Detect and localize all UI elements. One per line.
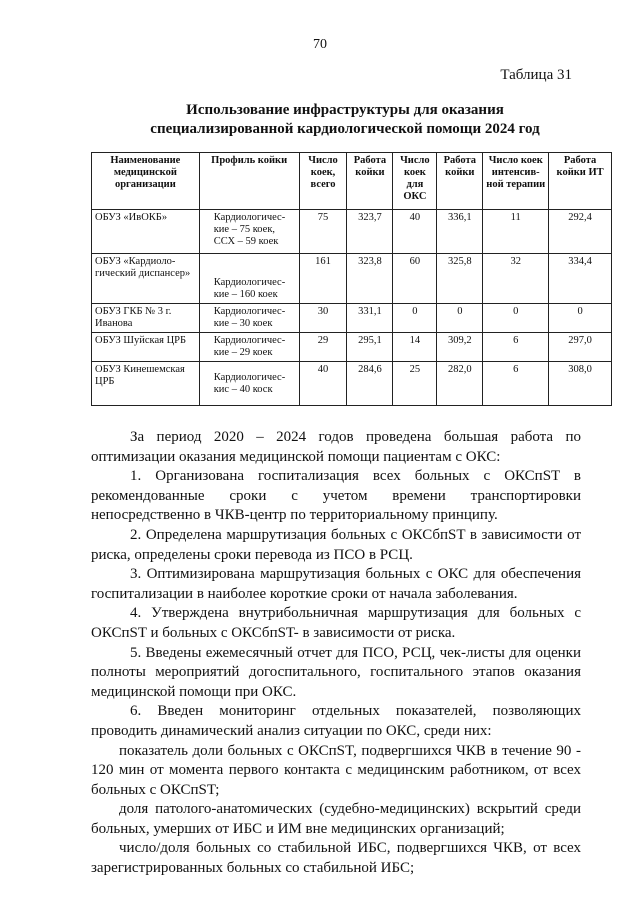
cell-icu-work: 292,4 — [549, 210, 612, 254]
cell-profile: Кардиологичес-кие – 29 коек — [199, 333, 299, 362]
cell-beds: 161 — [299, 254, 347, 304]
cell-icu-beds: 11 — [483, 210, 549, 254]
header-acs-work: Работа койки — [437, 153, 483, 210]
page-number: 70 — [313, 37, 327, 52]
paragraph-item-1: 1. Организована госпитализация всех больных с ОКСпST в рекомендованные сроки с учетом времени транспортировки непосредственно в ЧКВ-центр по территориальному принципу. — [91, 468, 581, 524]
paragraph-indicator-1: показатель доли больных с ОКСпST, подвергшихся ЧКВ в течение 90 - 120 мин от момента первого контакта с медицинским работником, от всех больных с ОКСпST; — [91, 742, 581, 798]
cell-acs-beds: 0 — [393, 304, 437, 333]
paragraph-item-6: 6. Введен мониторинг отдельных показателей, позволяющих проводить динамический анализ ситуации по ОКС, среди них: — [91, 703, 581, 739]
cell-icu-beds: 6 — [483, 362, 549, 406]
cell-icu-beds: 32 — [483, 254, 549, 304]
cell-beds: 40 — [299, 362, 347, 406]
paragraph-intro: За период 2020 – 2024 годов проведена большая работа по оптимизации оказания медицинской помощи пациентам с ОКС: — [91, 429, 581, 465]
table-row — [92, 210, 612, 254]
table-row — [92, 254, 612, 304]
paragraph-item-4: 4. Утверждена внутрибольничная маршрутизация для больных с ОКСпST и больных с ОКСбпST- в зависимости от риска. — [91, 605, 581, 641]
cell-beds: 75 — [299, 210, 347, 254]
cell-work: 331,1 — [347, 304, 393, 333]
header-beds-total: Число коек, всего — [299, 153, 347, 210]
cell-acs-beds: 40 — [393, 210, 437, 254]
cell-icu-work: 297,0 — [549, 333, 612, 362]
table-row — [92, 304, 612, 333]
infrastructure-table — [91, 152, 612, 406]
header-icu-work: Работа койки ИТ — [549, 153, 612, 210]
paragraph-indicator-2: доля патолого-анатомических (судебно-медицинских) вскрытий среди больных, умерших от ИБС и ИМ вне медицинских организаций; — [91, 801, 581, 837]
cell-icu-beds: 6 — [483, 333, 549, 362]
header-acs-beds: Число коек для ОКС — [393, 153, 437, 210]
cell-work: 323,8 — [347, 254, 393, 304]
header-icu-beds: Число коек интенсив-ной терапии — [483, 153, 549, 210]
cell-work: 295,1 — [347, 333, 393, 362]
cell-beds: 29 — [299, 333, 347, 362]
cell-acs-work: 336,1 — [437, 210, 483, 254]
title-line-1: Использование инфраструктуры для оказания — [186, 102, 504, 118]
table-label: Таблица 31 — [500, 67, 572, 83]
title-line-2: специализированной кардиологической помощи 2024 год — [150, 121, 540, 137]
cell-acs-work: 309,2 — [437, 333, 483, 362]
cell-beds: 30 — [299, 304, 347, 333]
cell-profile: Кардиологичес-кие – 75 коек, ССХ – 59 коек — [199, 210, 299, 254]
cell-org: ОБУЗ ГКБ № 3 г. Иванова — [92, 304, 200, 333]
paragraph-indicator-3: число/доля больных со стабильной ИБС, подвергшихся ЧКВ, от всех зарегистрированных больных со стабильной ИБС; — [91, 840, 581, 877]
cell-icu-beds: 0 — [483, 304, 549, 333]
cell-profile: Кардиологичес-кис – 40 коск — [199, 362, 299, 406]
cell-profile: Кардиологичес-кие – 30 коек — [199, 304, 299, 333]
paragraph-item-5: 5. Введены ежемесячный отчет для ПСО, РСЦ, чек-листы для оценки полноты мероприятий догоспитального, госпитального этапов оказания медицинской помощи при ОКС. — [91, 644, 581, 700]
cell-profile: Кардиологичес-кие – 160 коек — [199, 254, 299, 304]
cell-acs-work: 0 — [437, 304, 483, 333]
table-header-row — [92, 153, 612, 210]
cell-acs-beds: 14 — [393, 333, 437, 362]
cell-acs-work: 325,8 — [437, 254, 483, 304]
paragraph-item-3: 3. Оптимизирована маршрутизация больных с ОКС для обеспечения госпитализации в наиболее короткие сроки от начала заболевания. — [91, 566, 581, 602]
cell-icu-work: 334,4 — [549, 254, 612, 304]
cell-work: 323,7 — [347, 210, 393, 254]
table-row — [92, 333, 612, 362]
cell-acs-work: 282,0 — [437, 362, 483, 406]
table-title — [0, 101, 640, 139]
cell-acs-beds: 60 — [393, 254, 437, 304]
paragraph-item-2: 2. Определена маршрутизация больных с ОКСбпST в зависимости от риска, определены сроки перевода из ПСО в РСЦ. — [91, 526, 581, 563]
body-text — [91, 428, 581, 879]
header-profile: Профиль койки — [199, 153, 299, 210]
cell-work: 284,6 — [347, 362, 393, 406]
cell-org: ОБУЗ Шуйская ЦРБ — [92, 333, 200, 362]
table-row — [92, 362, 612, 406]
cell-org: ОБУЗ «ИвОКБ» — [92, 210, 200, 254]
header-bed-work: Работа койки — [347, 153, 393, 210]
cell-acs-beds: 25 — [393, 362, 437, 406]
header-org: Наименование медицинской организации — [92, 153, 200, 210]
cell-org: ОБУЗ Кинешемская ЦРБ — [92, 362, 200, 406]
cell-icu-work: 308,0 — [549, 362, 612, 406]
cell-icu-work: 0 — [549, 304, 612, 333]
cell-org: ОБУЗ «Кардиоло-гический диспансер» — [92, 254, 200, 304]
